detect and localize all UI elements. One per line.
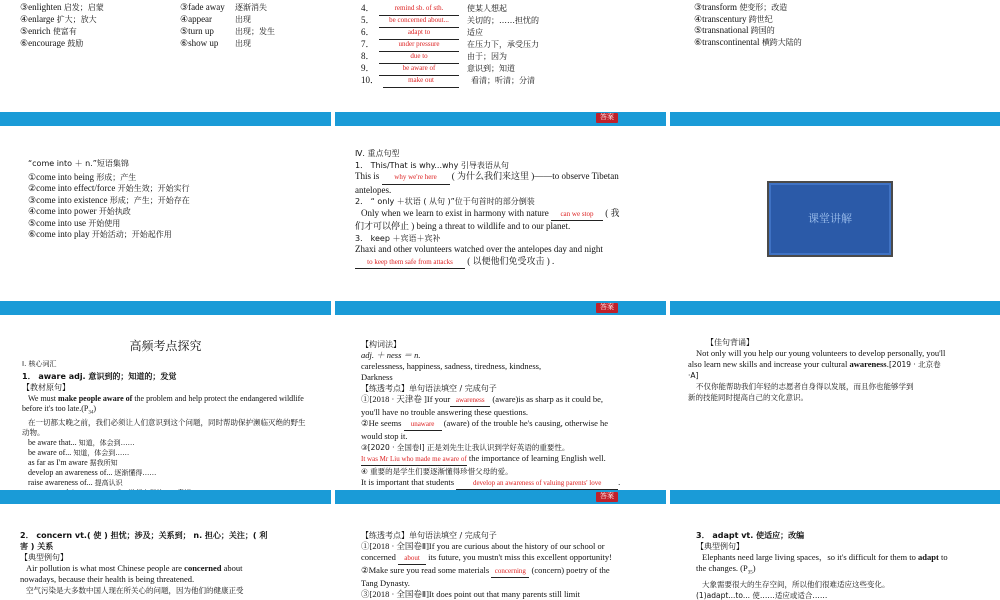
slide-vocab-prefix-en bbox=[0, 0, 331, 126]
formula: adj. ＋ ness ＝ n. bbox=[361, 350, 421, 360]
vocab-item: 害 ) 关系 bbox=[20, 542, 54, 551]
translation: 新的技能同时提高自己的文化意识。 bbox=[688, 393, 808, 402]
exercise: It was Mr Liu who made me aware of the importance of learning English well. bbox=[361, 453, 651, 466]
list-item: ③enlighten 启发；启蒙 ③fade away 逐渐消失 bbox=[20, 2, 267, 12]
answer-button[interactable]: 答案 bbox=[596, 113, 618, 123]
section-heading: Ⅰ. 核心词汇 bbox=[22, 360, 57, 368]
list-item: develop an awareness of... 逐渐懂得…… bbox=[28, 468, 157, 478]
translation: 不仅你能帮助我们年轻的志愿者自身得以发展，而且你也能够学到 bbox=[696, 382, 914, 391]
list-item: ⑥come into play 开始活动；开始起作用 bbox=[28, 229, 172, 239]
exercise: ①[2018 · 天津卷 ]If your awareness (aware)is as sharp as it could be, bbox=[361, 394, 651, 407]
list-item: ③come into existence 形成；产生；开始存在 bbox=[28, 194, 190, 205]
exercise: you'll have no trouble answering these questions. bbox=[361, 407, 529, 417]
example-sentence: nowadays, because their health is being threatened. bbox=[20, 574, 195, 584]
sentence-pattern: 1． This/That is why...why 引导表语从句 bbox=[355, 160, 509, 170]
exercise: It is important that students develop an awareness of valuing parents' love . bbox=[361, 477, 651, 490]
exercise: ③[2018 · 全国卷Ⅱ]It does point out that many parents still limit bbox=[361, 589, 581, 599]
tag-label: 【构词法】 bbox=[361, 340, 401, 349]
sentence: antelopes. bbox=[355, 184, 392, 195]
sentence: to keep them safe from attacks ( 以便他们免受攻击 ) . bbox=[355, 256, 645, 270]
slide-come-into bbox=[0, 132, 331, 315]
list-item: 9． be aware of 意识到；知道 bbox=[361, 63, 651, 75]
slide-footer-bar bbox=[670, 301, 1000, 315]
tag-label: 【教材原句】 bbox=[22, 383, 70, 392]
slide-key-sentences bbox=[335, 132, 666, 315]
slide-footer-bar bbox=[335, 490, 666, 504]
exercise: ②He seems unaware (aware) of the trouble he's causing, otherwise he bbox=[361, 418, 651, 431]
slide-title: 高频考点探究 bbox=[129, 339, 202, 353]
example-sentence: Elephants need large living spaces，so it's difficult for them to adapt to bbox=[702, 552, 948, 562]
list-item: ④enlarge 扩大；放大 ④appear 出现 bbox=[20, 14, 251, 24]
slide-phrases-answers bbox=[335, 0, 666, 126]
divider bbox=[666, 0, 670, 600]
slide-concern-exercises bbox=[335, 510, 666, 600]
example-sentence: Not only will you help our young volunteers to develop personally, you'll bbox=[696, 348, 946, 358]
tag-label: 【典型例句】 bbox=[696, 542, 744, 551]
example-sentence: also learn new skills and increase your cultural awareness.[2019 · 北京卷 bbox=[688, 359, 941, 369]
exercise: would stop it. bbox=[361, 431, 408, 441]
translation: 大象需要很大的生存空间，所以他们很难适应这些变化。 bbox=[702, 579, 890, 589]
list-item: ⑤transnational 跨国的 bbox=[694, 25, 775, 35]
slide-core-vocab-aware bbox=[0, 321, 331, 504]
example-sentence: Air pollution is what most Chinese people are concerned about bbox=[26, 563, 243, 573]
vocab-item: 3． adapt vt. 使适应；改编 bbox=[696, 531, 805, 540]
tag-label: 【典型例句】 bbox=[20, 553, 68, 562]
list-item: ④come into power 开始执政 bbox=[28, 206, 131, 216]
list-item: 7． under pressure 在压力下，承受压力 bbox=[361, 39, 651, 51]
slide-footer-bar bbox=[335, 112, 666, 126]
sentence: This is why we're here ( 为什么我们来这里 )——to observe Tibetan bbox=[355, 171, 645, 185]
vocab-item: 2． concern vt.( 使 ) 担忧；涉及；关系到； n. 担心；关注；( 利 bbox=[20, 531, 268, 540]
list-item: 10． make out 看清；听清；分清 bbox=[361, 75, 651, 87]
slide-title: “come into ＋ n.”短语集锦 bbox=[28, 159, 129, 168]
lecture-box[interactable]: 课堂讲解 bbox=[767, 181, 893, 257]
list-item: ⑤enrich 使富有 ⑤turn up 出现；发生 bbox=[20, 26, 275, 36]
list-item: ⑥encourage 鼓励 ⑥show up 出现 bbox=[20, 38, 251, 48]
tag-label: 【佳句背诵】 bbox=[706, 338, 754, 347]
list-item: ①come into being 形成；产生 bbox=[28, 171, 137, 182]
list-item: ③transform 使变形；改造 bbox=[694, 2, 788, 12]
list-item: raise awareness of... 提高认识 bbox=[28, 478, 123, 488]
sentence: 们才可以停止 ) being a threat to wildlife and to our planet. bbox=[355, 221, 571, 231]
slide-adapt bbox=[670, 510, 1000, 600]
slide-vocab-prefix-trans bbox=[670, 0, 1000, 126]
section-heading: Ⅳ. 重点句型 bbox=[355, 149, 400, 158]
slide-footer-bar bbox=[670, 490, 1000, 504]
list-item: be aware that... 知道，体会到…… bbox=[28, 438, 135, 448]
answer-button[interactable]: 答案 bbox=[596, 492, 618, 502]
list-item: 4． remind sb. of sth. 使某人想起 bbox=[361, 3, 651, 15]
sentence-pattern: 2． “ only ＋状语 ( 从句 )”位于句首时的部分倒装 bbox=[355, 197, 535, 206]
slide-footer-bar bbox=[335, 301, 666, 315]
sentence: Zhaxi and other volunteers watched over the antelopes day and night bbox=[355, 244, 603, 254]
example-sentence: ·A] bbox=[688, 371, 699, 380]
slide-lecture-title bbox=[670, 132, 1000, 315]
word-list: carelessness, happiness, sadness, tiredness, kindness, bbox=[361, 361, 542, 371]
slide-footer-bar bbox=[0, 301, 331, 315]
slide-footer-bar bbox=[0, 490, 331, 504]
translation: 在一切都太晚之前，我们必须让人们意识到这个问题，同时帮助保护濒临灭绝的野生动物。 bbox=[22, 418, 306, 438]
example-sentence: We must make people aware of the problem and help protect the endangered wildlife before it's too $late.(P_{34})$ bbox=[22, 393, 304, 416]
list-item: be aware of... 知道，体会到…… bbox=[28, 448, 130, 458]
exercise: concerned about its future, you mustn't miss this excellent opportunity! bbox=[361, 552, 651, 565]
slide-footer-bar bbox=[0, 112, 331, 126]
translation: 空气污染是大多数中国人现在所关心的问题，因为他们的健康正受 bbox=[26, 586, 244, 595]
exercise: Tang Dynasty. bbox=[361, 578, 410, 588]
sentence: Only when we learn to exist in harmony with nature can we stop ( 我 bbox=[355, 208, 645, 222]
list-item: as far as I'm aware 据我所知 bbox=[28, 458, 118, 468]
answer-button[interactable]: 答案 bbox=[596, 303, 618, 313]
list-item: ④transcentury 跨世纪 bbox=[694, 13, 773, 24]
tag-label: 【练透考点】单句语法填空 / 完成句子 bbox=[361, 384, 497, 393]
example-sentence: the changes. $(P_{35})$ bbox=[696, 563, 756, 576]
exercise: ②Make sure you read some materials concerning (concern) poetry of the bbox=[361, 565, 651, 578]
divider bbox=[331, 0, 335, 600]
word-list bbox=[20, 2, 320, 50]
tag-label: 【练透考点】单句语法填空 / 完成句子 bbox=[361, 531, 497, 540]
slide-concern bbox=[0, 510, 331, 600]
sentence-pattern: 3． keep ＋宾语＋宾补 bbox=[355, 233, 441, 243]
word-list: Darkness bbox=[361, 372, 393, 382]
list-item: 8． due to 由于；因为 bbox=[361, 51, 651, 63]
slide-word-formation bbox=[335, 321, 666, 504]
slide-good-sentence bbox=[670, 321, 1000, 504]
exercise: ①[2018 · 全国卷Ⅱ]If you are curious about the history of our school or bbox=[361, 541, 605, 551]
slide-footer-bar bbox=[670, 112, 1000, 126]
list-item: (1)adapt...to... 使……适应或适合…… bbox=[696, 590, 828, 600]
exercise: ④ 重要的是学生们要逐渐懂得珍惜父母的爱。 bbox=[361, 467, 513, 476]
list-item: 5． be concerned about... 关切的；……担忧的 bbox=[361, 15, 651, 27]
vocab-item: 1． aware adj. 意识到的；知道的；发觉 bbox=[22, 371, 177, 381]
list-item: ⑤come into use 开始使用 bbox=[28, 217, 121, 228]
list-item: 6． adapt to 适应 bbox=[361, 27, 651, 39]
exercise: ③[2020 · 全国卷Ⅰ] 正是刘先生让我认识到学好英语的重要性。 bbox=[361, 443, 570, 452]
list-item: ②come into effect/force 开始生效；开始实行 bbox=[28, 183, 190, 193]
list-item: ⑥transcontinental 横跨大陆的 bbox=[694, 36, 802, 47]
